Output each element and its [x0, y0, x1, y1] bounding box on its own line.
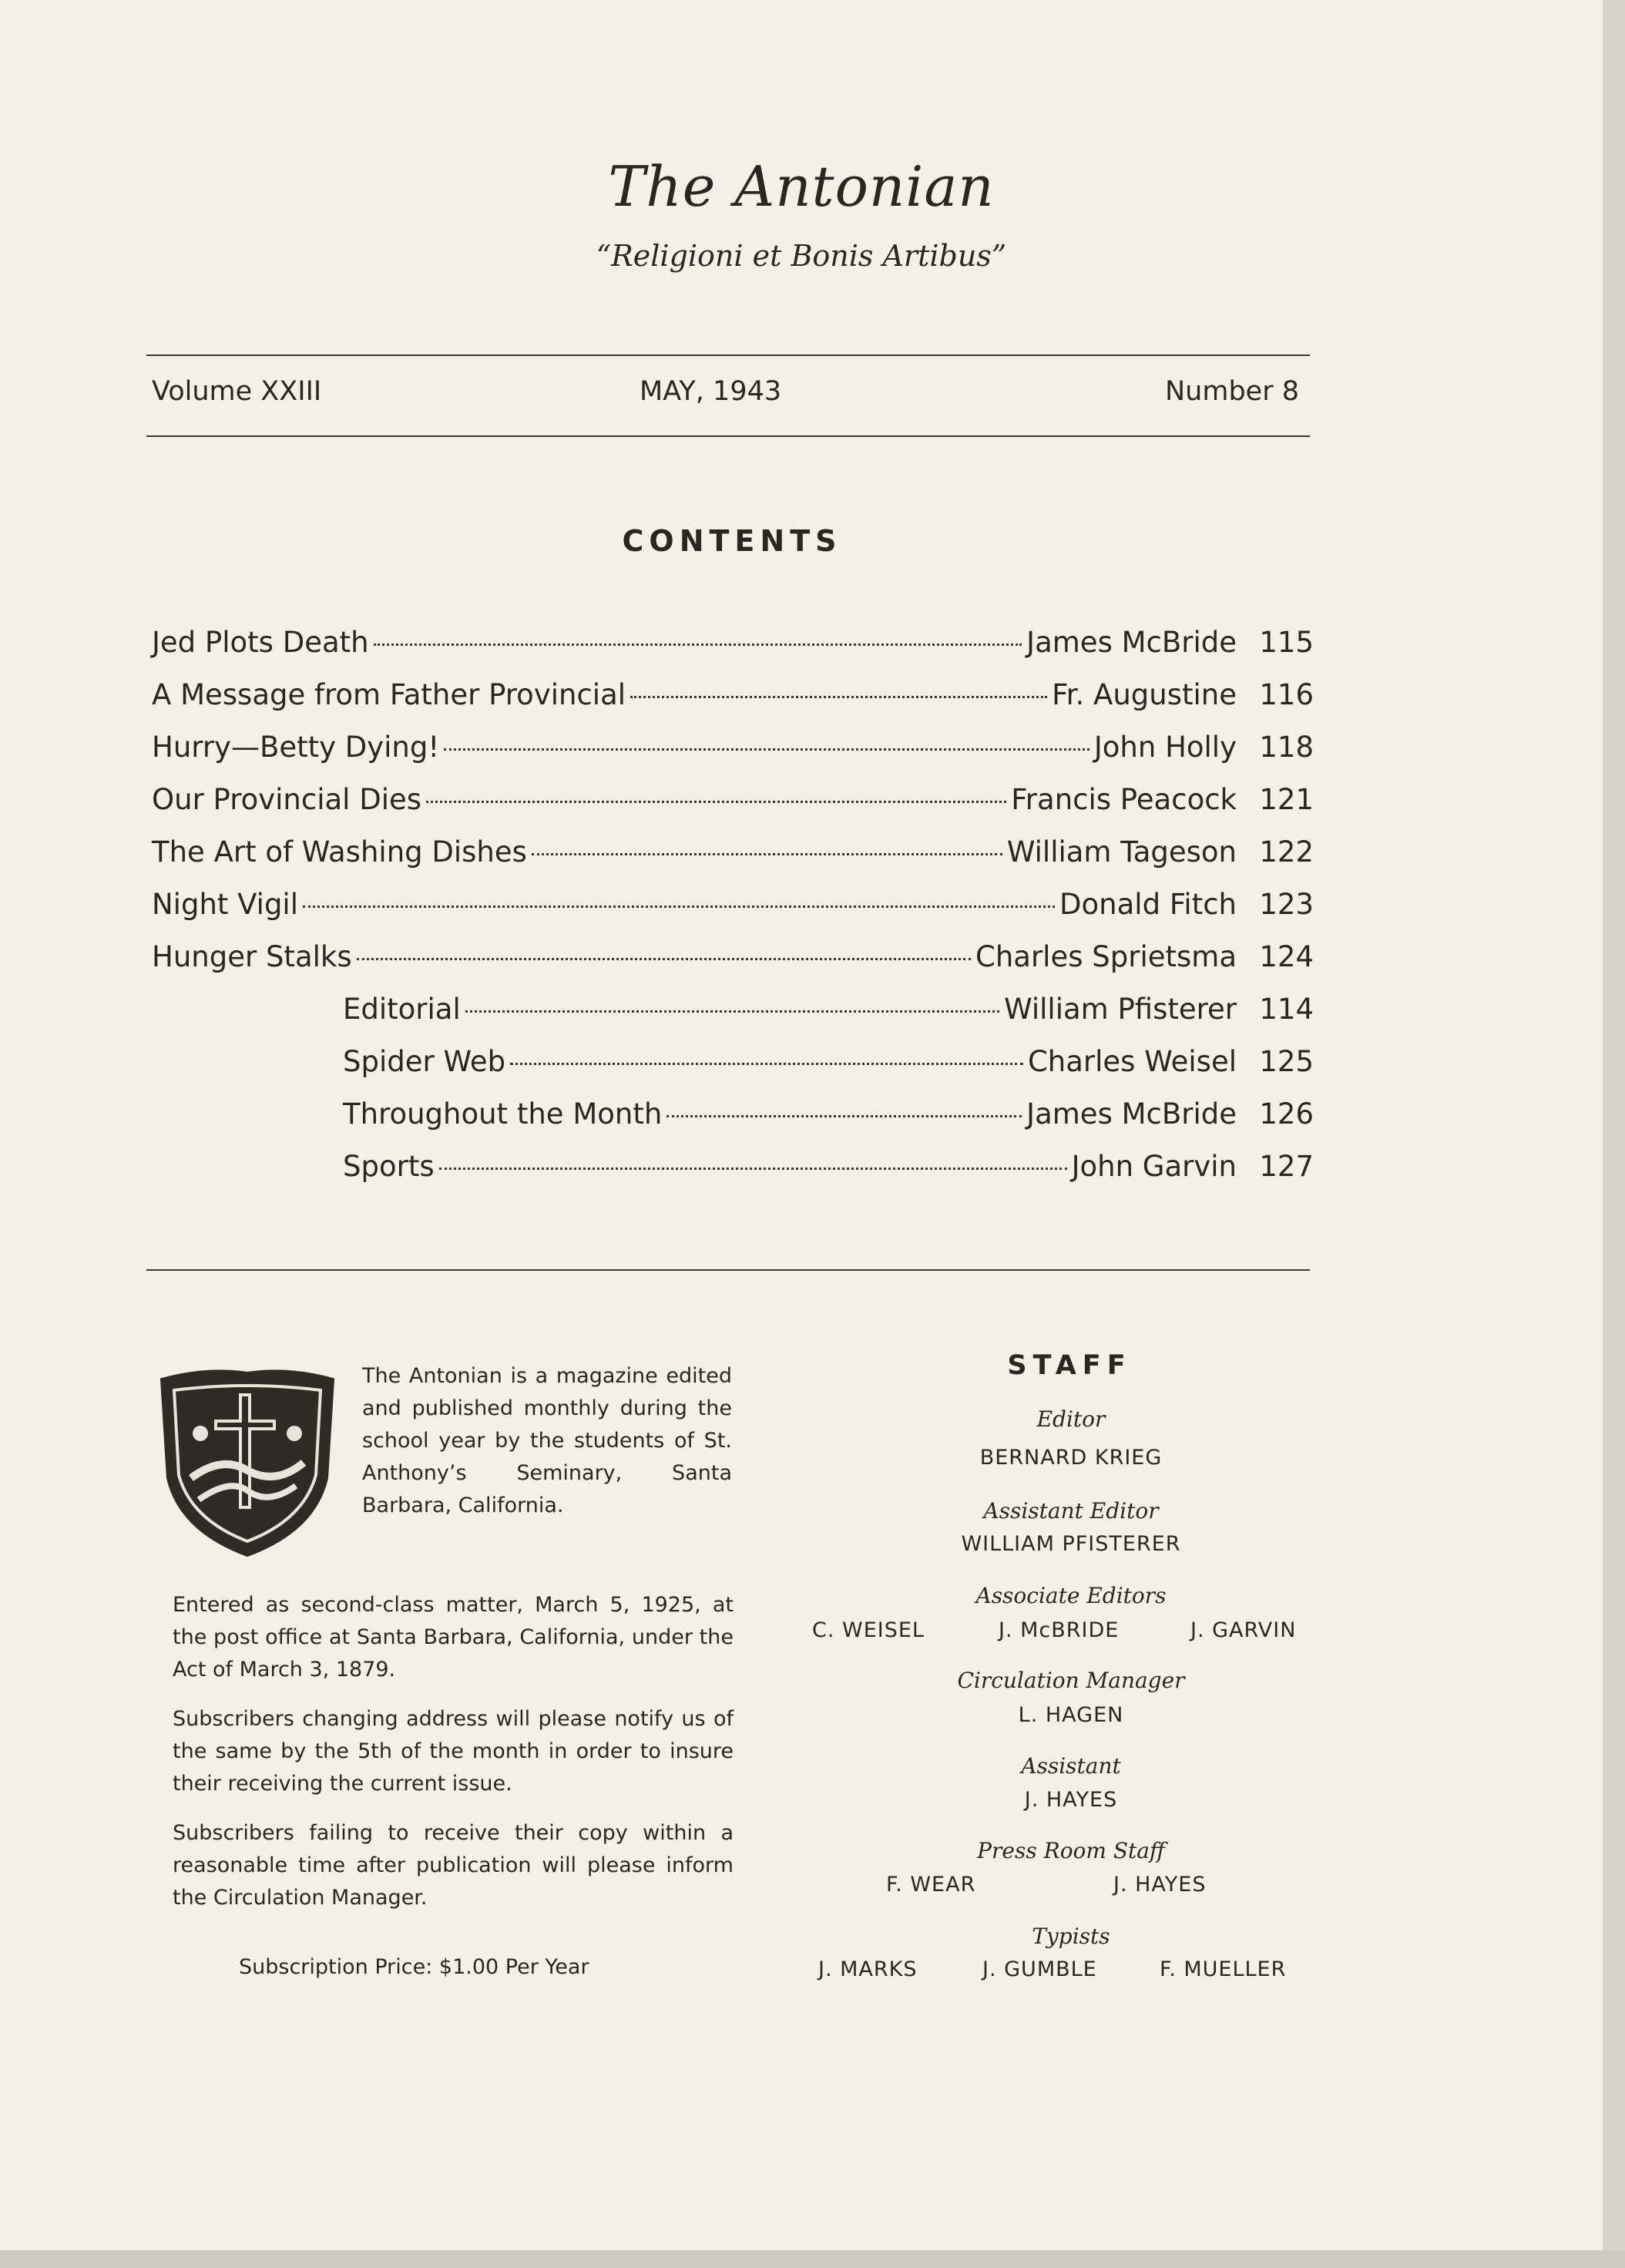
toc-title: Hurry—Betty Dying! [152, 731, 440, 764]
toc-page: 122 [1259, 835, 1314, 869]
toc-author: John Holly [1093, 731, 1237, 764]
associate-editor-name: J. GARVIN [1190, 1618, 1297, 1642]
press-room-name: J. HAYES [1113, 1873, 1207, 1897]
associate-editor-name: J. McBRIDE [999, 1618, 1120, 1642]
masthead-title: The Antonian [608, 154, 995, 219]
subscription-price: Subscription Price: $1.00 Per Year [239, 1955, 589, 1979]
associate-editors-role: Associate Editors [975, 1583, 1167, 1608]
typists-role: Typists [1032, 1924, 1110, 1949]
toc-title: Spider Web [343, 1045, 506, 1078]
typist-name: J. GUMBLE [982, 1957, 1097, 1981]
toc-page: 123 [1259, 888, 1314, 921]
toc-author: John Garvin [1071, 1150, 1237, 1183]
press-room-name: F. WEAR [886, 1873, 976, 1897]
toc-entry[interactable] [343, 1150, 1314, 1188]
toc-leader [444, 748, 1089, 751]
toc-title: Throughout the Month [343, 1097, 663, 1131]
toc-leader [465, 1010, 999, 1013]
volume-label: Volume XXIII [152, 376, 322, 407]
assistant-editor-role: Assistant Editor [983, 1498, 1159, 1524]
toc-leader [426, 801, 1006, 803]
circulation-name: L. HAGEN [1018, 1703, 1124, 1727]
toc-page: 114 [1259, 993, 1314, 1026]
toc-title: Jed Plots Death [152, 626, 369, 659]
toc-title: Hunger Stalks [152, 940, 352, 973]
volume-rule [146, 435, 1310, 437]
toc-leader [532, 853, 1002, 855]
assistant-name: J. HAYES [1024, 1788, 1118, 1812]
typist-name: J. MARKS [818, 1957, 918, 1981]
toc-leader [357, 958, 971, 960]
top-rule [146, 354, 1310, 356]
typist-name: F. MUELLER [1160, 1957, 1287, 1981]
toc-author: James McBride [1026, 1097, 1237, 1131]
toc-leader [374, 643, 1022, 646]
issue-date: MAY, 1943 [640, 376, 782, 407]
press-room-role: Press Room Staff [977, 1838, 1165, 1863]
assistant-editor-name: WILLIAM PFISTERER [961, 1532, 1181, 1556]
page-edge-right [1603, 0, 1625, 2268]
entry-notice: Entered as second-class matter, March 5, 1925, at the post office at Santa Barbara, California, under the Act of March 3, 1879. [173, 1593, 734, 1682]
toc-entry[interactable] [343, 1097, 1314, 1136]
toc-author: Francis Peacock [1011, 783, 1237, 816]
toc-entry[interactable] [152, 678, 1314, 717]
toc-author: William Pfisterer [1004, 993, 1237, 1026]
toc-title: A Message from Father Provincial [152, 678, 626, 711]
toc-leader [630, 696, 1047, 698]
toc-page: 124 [1259, 940, 1314, 973]
editor-role: Editor [1036, 1406, 1106, 1432]
associate-editor-name: C. WEISEL [812, 1618, 925, 1642]
toc-entry[interactable] [152, 626, 1314, 664]
issue-number: Number 8 [1165, 376, 1299, 407]
toc-title: Editorial [343, 993, 461, 1026]
toc-entry[interactable] [152, 835, 1314, 874]
toc-entry[interactable] [343, 993, 1314, 1031]
toc-page: 118 [1259, 731, 1314, 764]
toc-entry[interactable] [152, 731, 1314, 769]
toc-leader [303, 906, 1055, 908]
toc-author: Charles Sprietsma [975, 940, 1237, 973]
about-text: The Antonian is a magazine edited and published monthly during the school year by the students of St. Anthony’s Seminary, Santa Barbara, California. [362, 1364, 732, 1517]
shield-crest-icon [153, 1362, 342, 1561]
address-notice: Subscribers changing address will please notify us of the same by the 5th of the month in order to insure their receiving the current issue. [173, 1707, 734, 1796]
toc-title: The Art of Washing Dishes [152, 835, 527, 869]
toc-author: James McBride [1026, 626, 1237, 659]
toc-page: 121 [1259, 783, 1314, 816]
masthead-motto: “Religioni et Bonis Artibus” [596, 239, 1007, 273]
contents-bottom-rule [146, 1269, 1310, 1271]
toc-page: 116 [1259, 678, 1314, 711]
toc-entry[interactable] [152, 888, 1314, 926]
toc-leader [666, 1115, 1022, 1117]
toc-entry[interactable] [152, 783, 1314, 822]
contents-heading: CONTENTS [622, 524, 842, 558]
toc-title: Night Vigil [152, 888, 298, 921]
toc-page: 127 [1259, 1150, 1314, 1183]
toc-leader [439, 1168, 1067, 1170]
toc-entry[interactable] [343, 1045, 1314, 1084]
toc-page: 126 [1259, 1097, 1314, 1131]
circulation-role: Circulation Manager [957, 1668, 1185, 1693]
toc-page: 115 [1259, 626, 1314, 659]
failing-notice: Subscribers failing to receive their copy within a reasonable time after publication will please inform the Circulation Manager. [173, 1821, 734, 1910]
toc-page: 125 [1259, 1045, 1314, 1078]
editor-name: BERNARD KRIEG [979, 1446, 1163, 1470]
toc-title: Sports [343, 1150, 435, 1183]
toc-author: William Tageson [1006, 835, 1237, 869]
toc-author: Fr. Augustine [1052, 678, 1237, 711]
staff-heading: STAFF [1007, 1350, 1132, 1381]
page-edge-bottom [0, 2250, 1625, 2268]
toc-author: Charles Weisel [1027, 1045, 1237, 1078]
toc-entry[interactable] [152, 940, 1314, 979]
toc-title: Our Provincial Dies [152, 783, 422, 816]
assistant-role: Assistant [1021, 1753, 1121, 1779]
toc-author: Donald Fitch [1059, 888, 1237, 921]
toc-leader [510, 1063, 1023, 1065]
